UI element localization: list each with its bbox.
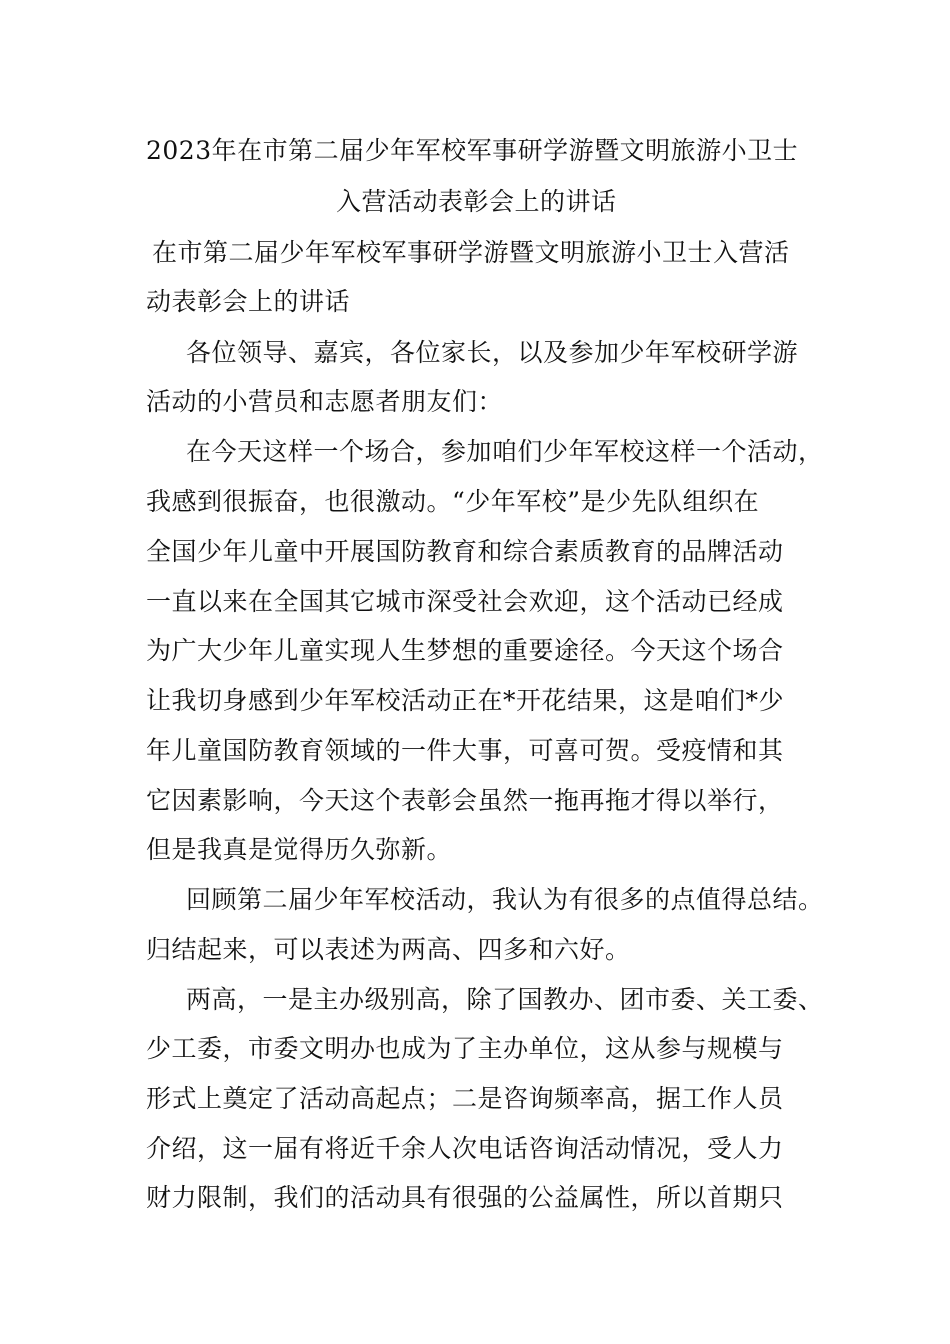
paragraph-1-line-5: 为广大少年儿童实现人生梦想的重要途径。今天这个场合 xyxy=(146,636,784,665)
title-line-2: 入营活动表彰会上的讲话 xyxy=(336,187,617,216)
salutation-line-2: 活动的小营员和志愿者朋友们： xyxy=(146,387,504,416)
subtitle-line-2: 动表彰会上的讲话 xyxy=(146,287,351,316)
paragraph-3-line-5: 财力限制，我们的活动具有很强的公益属性，所以首期只 xyxy=(146,1183,784,1212)
paragraph-3-line-4: 介绍，这一届有将近千余人次电话咨询活动情况，受人力 xyxy=(146,1134,784,1163)
paragraph-1-line-6: 让我切身感到少年军校活动正在*开花结果，这是咱们*少 xyxy=(146,686,785,715)
paragraph-2-line-2: 归结起来，可以表述为两高、四多和六好。 xyxy=(146,935,631,964)
paragraph-1-line-2: 我感到很振奋，也很激动。“少年军校”是少先队组织在 xyxy=(146,487,760,516)
paragraph-3-line-2: 少工委，市委文明办也成为了主办单位，这从参与规模与 xyxy=(146,1034,784,1063)
paragraph-2-line-1: 回顾第二届少年军校活动，我认为有很多的点值得总结。 xyxy=(186,885,824,914)
paragraph-1-line-4: 一直以来在全国其它城市深受社会欢迎，这个活动已经成 xyxy=(146,587,784,616)
paragraph-3-line-3: 形式上奠定了活动高起点；二是咨询频率高，据工作人员 xyxy=(146,1084,784,1113)
paragraph-3-line-1: 两高，一是主办级别高，除了国教办、团市委、关工委、 xyxy=(186,985,824,1014)
salutation-line-1: 各位领导、嘉宾，各位家长，以及参加少年军校研学游 xyxy=(186,338,799,367)
paragraph-1-line-7: 年儿童国防教育领域的一件大事，可喜可贺。受疫情和其 xyxy=(146,736,784,765)
paragraph-1-line-1: 在今天这样一个场合，参加咱们少年军校这样一个活动， xyxy=(186,437,824,466)
title-line-1: 2023年在市第二届少年军校军事研学游暨文明旅游小卫士 xyxy=(146,136,799,165)
paragraph-1-line-8: 它因素影响，今天这个表彰会虽然一拖再拖才得以举行， xyxy=(146,786,784,815)
paragraph-1-line-9: 但是我真是觉得历久弥新。 xyxy=(146,835,453,864)
paragraph-1-line-3: 全国少年儿童中开展国防教育和综合素质教育的品牌活动 xyxy=(146,537,784,566)
subtitle-line-1: 在市第二届少年军校军事研学游暨文明旅游小卫士入营活 xyxy=(152,238,790,267)
